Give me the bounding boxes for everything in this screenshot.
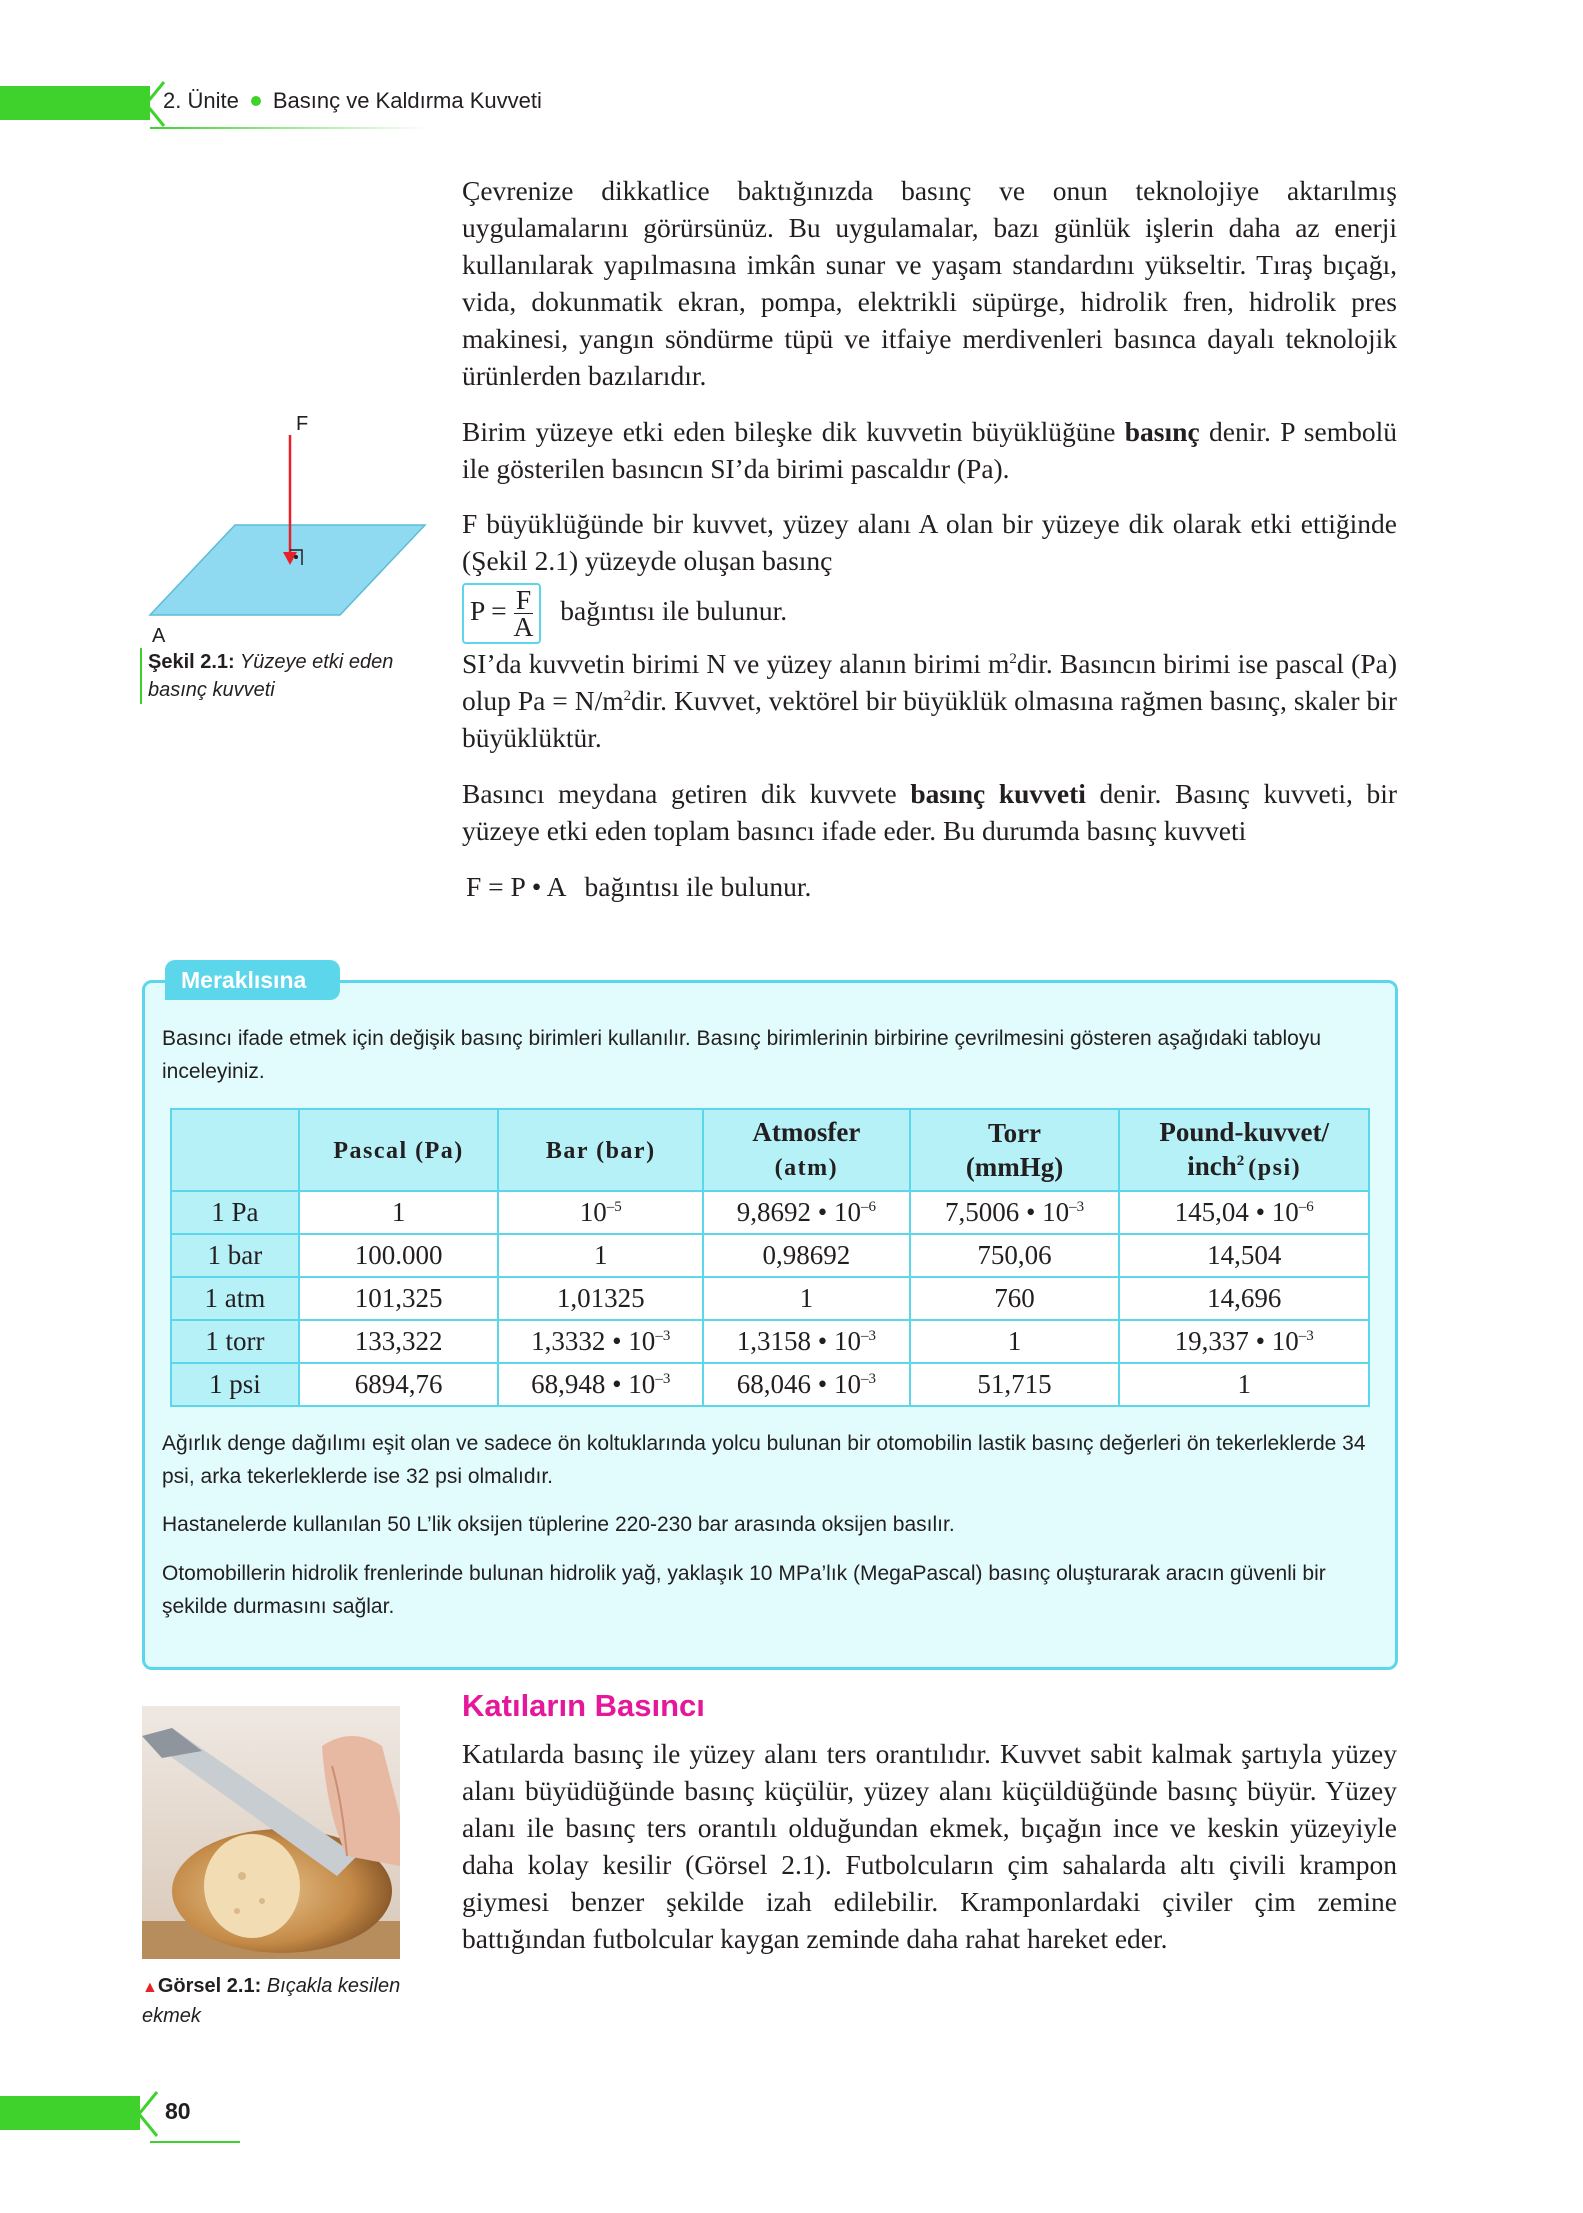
- figure-caption: Şekil 2.1: Yüzeye etki eden basınç kuvveti: [140, 648, 438, 704]
- table-row: 1 bar 100.000 1 0,98692 750,06 14,504: [171, 1234, 1369, 1277]
- force-area-paragraph: F büyüklüğünde bir kuvvet, yüzey alanı A olan bir yüzeye dik olarak etki ettiğinde (Şekil 2.1) yüzeyde oluşan basınç: [462, 508, 1397, 576]
- triangle-icon: ▲: [142, 1979, 158, 1996]
- footer-accent-bar: [0, 2096, 140, 2130]
- solids-paragraph: Katılarda basınç ile yüzey alanı ters orantılıdır. Kuvvet sabit kalmak şartıyla yüzey alanı büyüdüğünde basınç küçülür, yüzey alanı küçüldüğünde basınç büyür. Yüzey alanı ile basınç ters orantılı olduğundan ekmek, bıçağın ince ve keskin yüzeyiyle daha kolay kesilir (Görsel 2.1). Futbolcuların çim sahalarda altı çivili krampon giymesi benzer şekilde izah edilebilir. Kramponlardaki çiviler çim zemine battığından futbolcular kaygan zeminde daha rahat hareket eder.: [462, 1738, 1397, 1954]
- table-row: 1 psi 6894,76 68,948 • $10^{-3}$ 68,046 • $10^{-3}$ 51,715 1: [171, 1363, 1369, 1406]
- curiosity-intro: Basıncı ifade etmek için değişik basınç birimleri kullanılır. Basınç birimlerinin birbirine çevrilmesini gösteren aşağıdaki tabloyu inceleyiniz.: [162, 1027, 1322, 1083]
- formula-box: P = $\frac{F}{A}$: [462, 583, 541, 644]
- table-row: 1 Pa 1 $10^{-5}$ 9,8692 • $10^{-6}$ 7,5006 • $10^{-3}$ 145,04 • $10^{-6}$: [171, 1191, 1369, 1234]
- bread-knife-photo: [142, 1706, 400, 1959]
- curiosity-tag: Meraklısına: [165, 960, 340, 1000]
- si-units-paragraph: SI’da kuvvetin birimi N ve yüzey alanın birimi $m^2dir$. Basıncın birimi ise pascal (Pa) olup $Pa = N/m^2dir$. Kuvvet, vektörel bir büyüklük olmasına rağmen basınç, skaler bir büyüklüktür.: [462, 648, 1398, 753]
- footer-chevron-icon: [133, 2090, 161, 2138]
- curiosity-note-tires: Ağırlık denge dağılımı eşit olan ve sadece ön koltuklarında yolcu bulunan bir otomobilin lastik basınç değerleri ön tekerleklerde 34 psi, arka tekerleklerde ise 32 psi olmalıdır.: [162, 1432, 1366, 1488]
- page-number: 80: [165, 2098, 191, 2124]
- bullet-icon: [251, 96, 261, 106]
- header-rule: [150, 127, 430, 129]
- header-breadcrumb: [163, 88, 542, 114]
- intro-paragraph: Çevrenize dikkatlice baktığınızda basınç ve onun teknolojiye aktarılmış uygulamalarını görürsünüz. Bu uygulamalar, bazı günlük işlerin daha az enerji kullanılarak yapılmasına imkân sunar ve yaşam standardını yükseltir. Tıraş bıçağı, vida, dokunmatik ekran, pompa, elektrikli süpürge, hidrolik fren, hidrolik pres makinesi, yangın söndürme tüpü ve itfaiye merdivenleri basınca dayalı teknolojik ürünlerden bazılarıdır.: [462, 175, 1397, 391]
- pressure-definition: Birim yüzeye etki eden bileşke dik kuvvetin büyüklüğüne basınç denir. P sembolü ile gösterilen basıncın SI’da birimi pascaldır (Pa).: [462, 416, 1397, 484]
- table-row: 1 atm 101,325 1,01325 1 760 14,696: [171, 1277, 1369, 1320]
- pressure-force-paragraph: Basıncı meydana getiren dik kuvvete basınç kuvveti denir. Basınç kuvveti, bir yüzeye etki eden toplam basıncı ifade eder. Bu durumda basınç kuvveti: [462, 778, 1397, 846]
- header-unit: 2. Ünite: [163, 88, 239, 113]
- table-header-row: Pascal (Pa) Bar (bar) Atmosfer (atm) Torr (mmHg) Pound-kuvvet/ inch$^2$ (psi): [171, 1109, 1369, 1191]
- photo-caption: ▲Görsel 2.1: Bıçakla kesilen ekmek: [142, 1975, 401, 2027]
- term-basinc: basınç: [1124, 416, 1200, 447]
- force-formula: F = P • A bağıntısı ile bulunur.: [466, 871, 812, 902]
- pressure-formula: P = $\frac{F}{A}$ bağıntısı ile bulunur.: [462, 583, 1397, 644]
- curiosity-note-brakes: Otomobillerin hidrolik frenlerinde bulunan hidrolik yağ, yaklaşık 10 MPa’lık (MegaPascal) basınç oluşturarak aracın güvenli bir şekilde durmasını sağlar.: [162, 1562, 1326, 1618]
- header-topic: Basınç ve Kaldırma Kuvveti: [272, 88, 542, 113]
- term-basinc-kuvveti: basınç kuvveti: [910, 778, 1086, 809]
- figure-force-on-surface: [140, 410, 440, 650]
- surface-parallelogram: [150, 525, 425, 615]
- table-corner: [171, 1109, 299, 1191]
- table-row: 1 torr 133,322 1,3332 • $10^{-3}$ 1,3158 • $10^{-3}$ 1 19,337 • $10^{-3}$: [171, 1320, 1369, 1363]
- footer-rule: [150, 2141, 240, 2143]
- label-a: A: [152, 625, 166, 647]
- header-accent-bar: [0, 86, 150, 120]
- label-f: F: [296, 413, 309, 435]
- curiosity-note-oxygen: Hastanelerde kullanılan 50 L’lik oksijen tüplerine 220-230 bar arasında oksijen basılır.: [162, 1513, 955, 1536]
- section-title: Katıların Basıncı: [462, 1688, 705, 1723]
- pressure-units-table: [170, 1108, 1370, 1407]
